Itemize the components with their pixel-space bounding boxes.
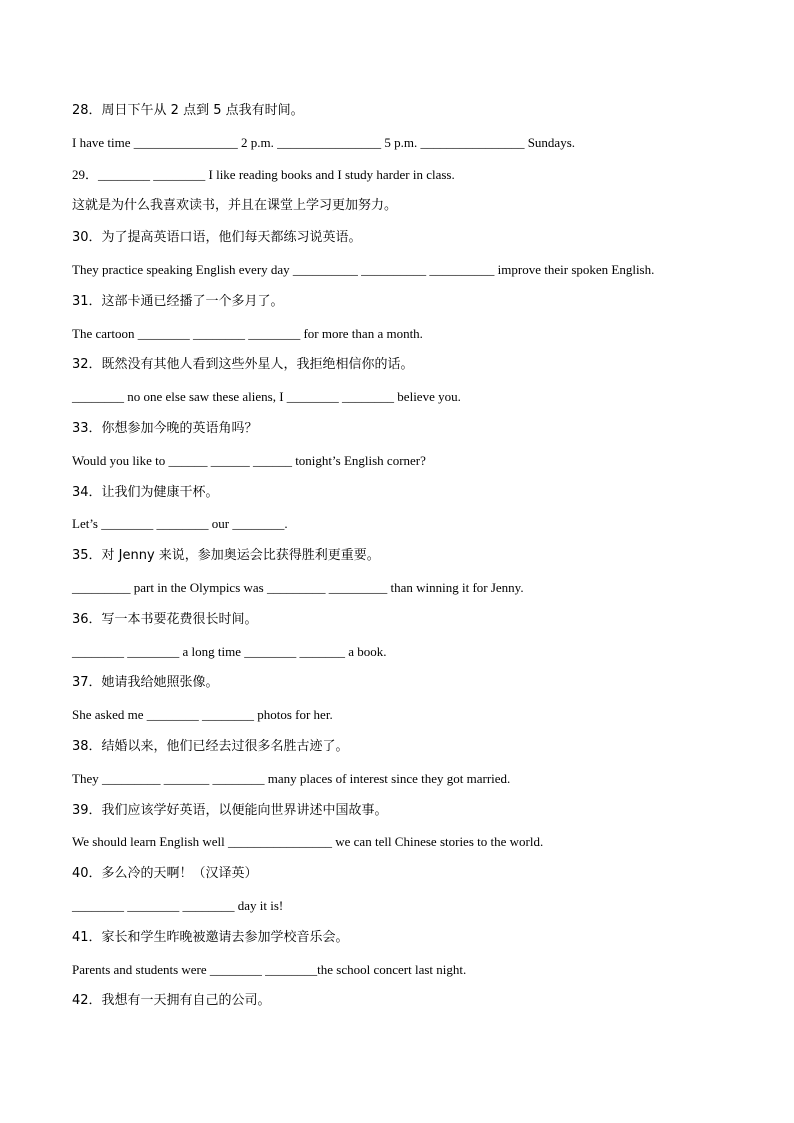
q33-chinese: 33．你想参加今晚的英语角吗？ [72,420,258,436]
q40-english: ________ ________ ________ day it is! [72,897,284,913]
q41-chinese: 41．家长和学生昨晚被邀请去参加学校音乐会。 [72,929,349,945]
q30-chinese: 30．为了提高英语口语，他们每天都练习说英语。 [72,230,362,246]
q37-chinese: 37．她请我给她照张像。 [72,675,219,691]
q31-english: The cartoon ________ ________ ________ for more than a month. [72,325,423,341]
q31-chinese: 31．这部卡通已经播了一个多月了。 [72,293,284,309]
q29-english: 29．________ ________ I like reading books and I study harder in class. [72,166,455,182]
q39-english: We should learn English well ________________ we can tell Chinese stories to the world. [72,834,544,850]
q36-english: ________ ________ a long time ________ _______ a book. [72,643,387,659]
q30-english: They practice speaking English every day __________ __________ __________ improve their spoken English. [72,261,655,277]
q37-english: She asked me ________ ________ photos for her. [72,707,333,723]
q28-chinese: 28．周日下午从 2 点到 5 点我有时间。 [72,103,304,118]
q41-english: Parents and students were ________ ________the school concert last night. [72,961,467,977]
q34-english: Let’s ________ ________ our ________. [72,516,288,532]
q32-english: ________ no one else saw these aliens, I ________ ________ believe you. [72,389,461,405]
q28-english: I have time ________________ 2 p.m. ________________ 5 p.m. ________________ Sundays. [72,134,576,150]
q32-chinese: 32．既然没有其他人看到这些外星人，我拒绝相信你的话。 [72,357,414,373]
q40-chinese: 40．多么冷的天啊！（汉译英） [72,866,258,882]
q42-chinese: 42．我想有一天拥有自己的公司。 [72,993,271,1009]
q39-chinese: 39．我们应该学好英语，以便能向世界讲述中国故事。 [72,802,388,818]
q38-english: They _________ _______ ________ many places of interest since they got married. [72,770,511,786]
q29-chinese: 这就是为什么我喜欢读书，并且在课堂上学习更加努力。 [72,198,398,214]
worksheet-page [72,100,722,1022]
q35-english: _________ part in the Olympics was _________ _________ than winning it for Jenny. [72,579,524,595]
q35-chinese: 35．对 Jenny 来说，参加奥运会比获得胜利更重要。 [72,548,380,564]
q33-english: Would you like to ______ ______ ______ tonight’s English corner? [72,452,426,468]
q38-chinese: 38．结婚以来，他们已经去过很多名胜古迹了。 [72,738,349,754]
q34-chinese: 34．让我们为健康干杯。 [72,484,219,500]
q36-chinese: 36．写一本书要花费很长时间。 [72,611,258,627]
